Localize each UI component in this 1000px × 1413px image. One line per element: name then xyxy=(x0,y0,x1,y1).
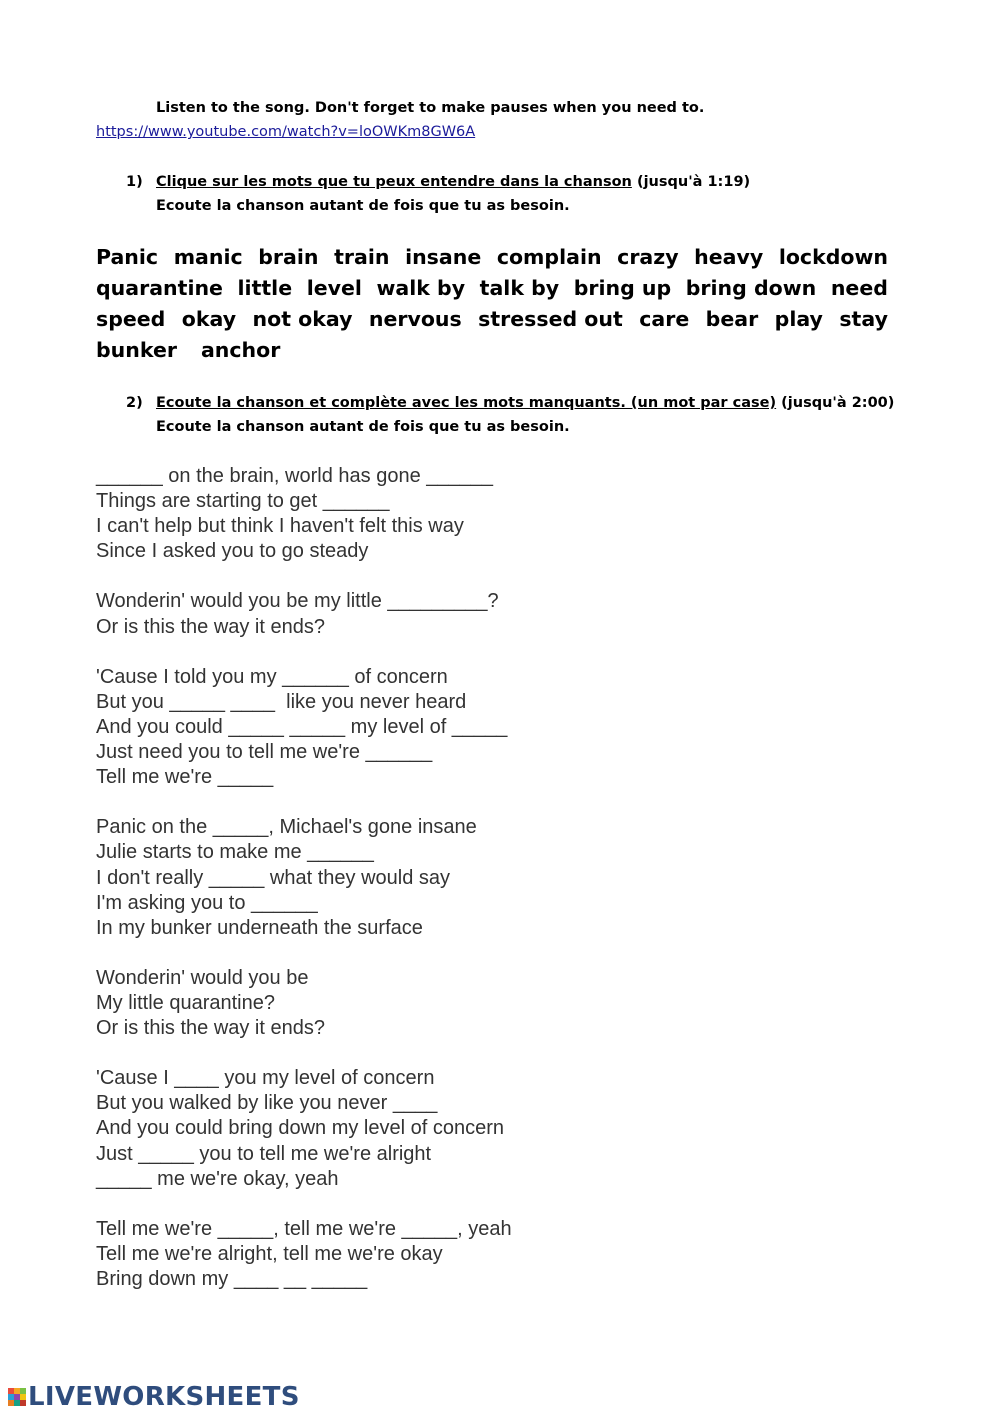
question-1-time: (jusqu'à 1:19) xyxy=(636,174,751,190)
lyrics-line: Wonderin' would you be my little _________? xyxy=(96,590,499,613)
lyrics-line: Tell me we're alright, tell me we're okay xyxy=(96,1242,443,1265)
lyrics-line: Wonderin' would you be xyxy=(96,966,309,989)
word-bank-word[interactable]: bring down xyxy=(685,276,817,300)
liveworksheets-logo xyxy=(8,1382,300,1412)
lyrics-line: And you could bring down my level of concern xyxy=(96,1117,505,1140)
word-bank-word[interactable]: bunker xyxy=(96,338,177,362)
word-bank-word[interactable]: train xyxy=(334,245,390,269)
lyrics-line: I'm asking you to ______ xyxy=(96,891,318,914)
intro-instruction: Listen to the song. Don't forget to make pauses when you need to. xyxy=(156,100,705,116)
logo-text: LIVEWORKSHEETS xyxy=(28,1382,300,1412)
lyrics-line: 'Cause I told you my ______ of concern xyxy=(96,665,448,688)
question-2-number: 2) xyxy=(126,395,143,411)
lyrics-line: Julie starts to make me ______ xyxy=(96,841,374,864)
lyrics-line: My little quarantine? xyxy=(96,991,275,1014)
lyrics-line: And you could _____ _____ my level of _____ xyxy=(96,715,508,738)
word-bank-word[interactable]: Panic xyxy=(96,245,159,269)
word-bank-word[interactable]: stressed out xyxy=(478,307,623,331)
logo-mark-square xyxy=(20,1400,26,1406)
lyrics-line: Tell me we're _____, tell me we're _____, yeah xyxy=(96,1217,512,1240)
word-bank-word[interactable]: quarantine xyxy=(96,276,223,300)
question-1-subtitle: Ecoute la chanson autant de fois que tu as besoin. xyxy=(156,198,570,214)
word-bank-word[interactable]: level xyxy=(306,276,362,300)
lyrics-line: Just _____ you to tell me we're alright xyxy=(96,1142,432,1165)
lyrics-stanza xyxy=(96,815,512,940)
lyrics-line: Things are starting to get ______ xyxy=(96,490,390,513)
song-lyrics xyxy=(96,464,512,1317)
lyrics-line: In my bunker underneath the surface xyxy=(96,916,423,939)
lyrics-line: Just need you to tell me we're ______ xyxy=(96,741,433,764)
logo-mark-icon xyxy=(8,1388,26,1406)
lyrics-line: Panic on the _____, Michael's gone insane xyxy=(96,816,477,839)
word-bank-word[interactable]: walk by xyxy=(376,276,466,300)
lyrics-line: _____ me we're okay, yeah xyxy=(96,1167,339,1190)
word-bank-word[interactable]: talk by xyxy=(479,276,560,300)
word-bank-word[interactable]: play xyxy=(774,307,823,331)
lyrics-line: But you walked by like you never ____ xyxy=(96,1092,438,1115)
word-bank-word[interactable]: lockdown xyxy=(778,245,888,269)
youtube-link[interactable]: https://www.youtube.com/watch?v=loOWKm8GW6A xyxy=(96,124,476,140)
word-bank-word[interactable]: need xyxy=(830,276,888,300)
word-bank-word[interactable]: stay xyxy=(839,307,888,331)
word-bank-word[interactable]: heavy xyxy=(694,245,764,269)
word-bank-word[interactable]: insane xyxy=(405,245,482,269)
word-bank xyxy=(96,242,888,366)
word-bank-word[interactable]: anchor xyxy=(200,338,281,362)
word-bank-word[interactable]: not okay xyxy=(252,307,353,331)
lyrics-stanza xyxy=(96,966,512,1041)
lyrics-stanza xyxy=(96,1217,512,1292)
lyrics-stanza xyxy=(96,665,512,790)
word-bank-word[interactable]: bring up xyxy=(573,276,672,300)
word-bank-word[interactable]: manic xyxy=(173,245,243,269)
word-bank-row xyxy=(96,335,888,366)
question-2 xyxy=(126,391,894,439)
word-bank-word[interactable]: crazy xyxy=(617,245,679,269)
word-bank-word[interactable]: little xyxy=(237,276,293,300)
lyrics-stanza xyxy=(96,1066,512,1191)
lyrics-line: I don't really _____ what they would say xyxy=(96,866,451,889)
word-bank-word[interactable]: bear xyxy=(705,307,759,331)
lyrics-line: Since I asked you to go steady xyxy=(96,540,369,563)
word-bank-word[interactable]: complain xyxy=(496,245,602,269)
lyrics-line: But you _____ ____ like you never heard xyxy=(96,690,467,713)
question-2-subtitle: Ecoute la chanson autant de fois que tu as besoin. xyxy=(156,419,570,435)
lyrics-stanza xyxy=(96,464,512,564)
word-bank-word[interactable]: care xyxy=(639,307,690,331)
lyrics-line: ______ on the brain, world has gone ______ xyxy=(96,465,493,487)
lyrics-line: 'Cause I ____ you my level of concern xyxy=(96,1067,435,1090)
lyrics-line: Or is this the way it ends? xyxy=(96,615,325,638)
word-bank-word[interactable]: okay xyxy=(181,307,237,331)
lyrics-stanza xyxy=(96,589,512,639)
question-1 xyxy=(126,170,750,218)
word-bank-word[interactable]: brain xyxy=(258,245,319,269)
lyrics-line: Or is this the way it ends? xyxy=(96,1017,325,1040)
word-bank-word[interactable]: speed xyxy=(96,307,166,331)
question-2-time: (jusqu'à 2:00) xyxy=(781,395,895,411)
word-bank-row xyxy=(96,304,888,335)
lyrics-line: Bring down my ____ __ _____ xyxy=(96,1268,368,1290)
word-bank-row xyxy=(96,242,888,273)
question-2-title: Ecoute la chanson et complète avec les mots manquants. (un mot par case) xyxy=(156,395,777,411)
lyrics-line: I can't help but think I haven't felt this way xyxy=(96,515,464,538)
word-bank-row xyxy=(96,273,888,304)
question-1-title: Clique sur les mots que tu peux entendre dans la chanson xyxy=(156,174,632,190)
lyrics-line: Tell me we're _____ xyxy=(96,766,274,789)
word-bank-word[interactable]: nervous xyxy=(368,307,462,331)
question-1-number: 1) xyxy=(126,174,143,190)
